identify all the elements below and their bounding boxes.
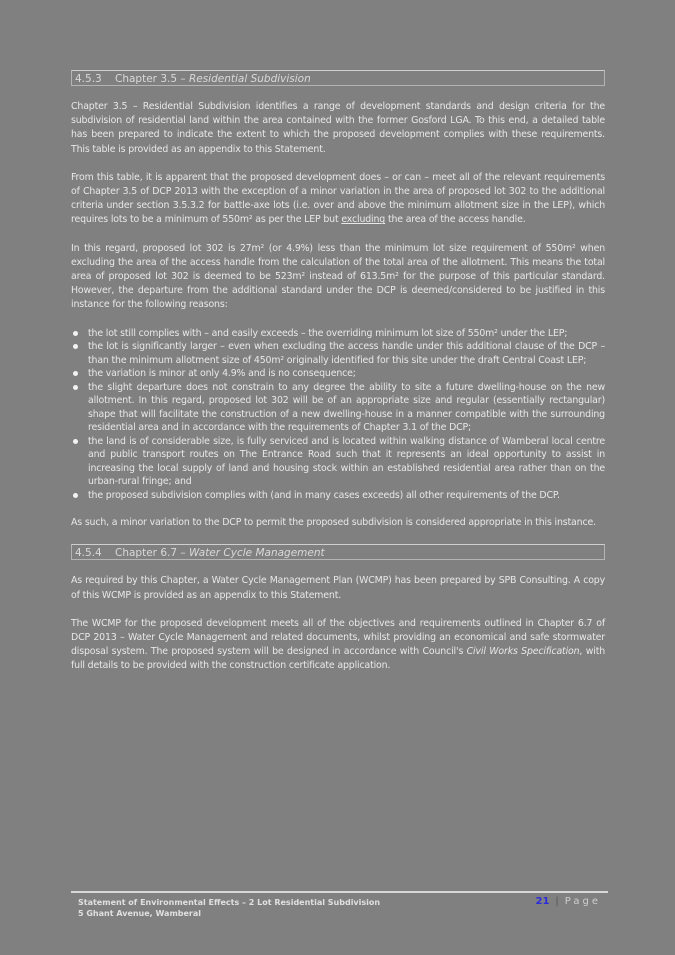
paragraph-wcmp-text-b: , with full details to be provided with the construction certificate application.	[71, 646, 606, 672]
section-heading-4-5-3	[71, 70, 605, 86]
page-number: 21	[535, 896, 550, 907]
list-item	[71, 381, 605, 435]
paragraph-wcmp-intro: As required by this Chapter, a Water Cycle Management Plan (WCMP) has been prepared by SPB Consulting. A copy of this WCMP is provided as an appendix to this Statement.	[71, 575, 605, 601]
bullet-icon	[73, 439, 78, 444]
reasons-list	[71, 327, 605, 503]
list-item-text: the proposed subdivision complies with (and in many cases exceeds) all other requirements of the DCP.	[88, 489, 560, 501]
section-chapter: Chapter 3.5	[115, 73, 178, 85]
list-item	[71, 340, 605, 367]
section-chapter: Chapter 6.7	[115, 547, 178, 560]
paragraph-wcmp-text-a: The WCMP for the proposed development meets all of the objectives and requirements outlined in Chapter 6.7 of DCP 2013 – Water Cycle Management and related documents, whilst providing an economical and safe stormwater disposal system. The proposed system will be designed in accordance with Council's	[71, 617, 605, 658]
paragraph-compliance-text-b: the area of the access handle.	[385, 214, 526, 226]
section-number: 4.5.3	[75, 73, 102, 85]
page-footer	[71, 891, 608, 918]
bullet-icon	[73, 331, 78, 336]
footer-document-title: Statement of Environmental Effects – 2 Lot Residential Subdivision	[78, 898, 381, 907]
paragraph-intro: Chapter 3.5 – Residential Subdivision identifies a range of development standards and design criteria for the subdivision of residential land within the area contained with the former Gosford LGA. To this end, a detailed table has been prepared to indicate the extent to which the proposed development complies with these requirements. This table is provided as an appendix to this Statement.	[71, 101, 605, 155]
paragraph-compliance	[71, 171, 605, 228]
bullet-icon	[73, 371, 78, 376]
list-item	[71, 367, 605, 381]
section-title: Water Cycle Management	[188, 547, 325, 560]
bullet-icon	[73, 385, 78, 390]
paragraph-compliance-text-a: From this table, it is apparent that the proposed development does – or can – meet all of the relevant requirements of Chapter 3.5 of DCP 2013 with the exception of a minor variation in the area of proposed lot 302 to the additional criteria under section 3.5.3.2 for battle-axe lots (i.e. over and above the minimum allotment size in the LEP), which requires lots to be a minimum of 550m² as per the LEP but	[71, 171, 605, 226]
bullet-icon	[73, 493, 78, 498]
list-item-text: the lot still complies with – and easily exceeds – the overriding minimum lot size of 550m² under the LEP;	[88, 327, 568, 339]
footer-address: 5 Ghant Avenue, Wamberal	[78, 909, 202, 918]
underlined-excluding: excluding	[341, 214, 386, 226]
section-number: 4.5.4	[75, 547, 102, 560]
italic-civil-works-spec: Civil Works Specification	[466, 646, 580, 658]
list-item	[71, 489, 605, 503]
list-item-text: the slight departure does not constrain to any degree the ability to site a future dwelling-house on the new allotment. In this regard, proposed lot 302 will be of an appropriate size and regular (essentially rectangular) shape that will facilitate the construction of a new dwelling-house in a manner compatible with the surrounding residential area and in accordance with the requirements of Chapter 3.1 of the DCP;	[88, 381, 605, 434]
paragraph-wcmp-details	[71, 617, 605, 674]
section-title: Residential Subdivision	[188, 73, 311, 85]
section-separator: –	[177, 547, 189, 560]
list-item-text: the land is of considerable size, is fully serviced and is located within walking distance of Wamberal local centre and public transport routes on The Entrance Road such that it represents an ideal opportunity to assist in increasing the local supply of land and housing stock within an established residential area rather than on the urban-rural fringe; and	[88, 435, 605, 488]
paragraph-lot-302: In this regard, proposed lot 302 is 27m² (or 4.9%) less than the minimum lot size requirement of 550m² when excluding the area of the access handle from the calculation of the total area of the allotment. This means the total area of proposed lot 302 is deemed to be 523m² instead of 613.5m² for the purpose of this particular standard. However, the departure from the additional standard under the DCP is deemed/considered to be justified in this instance for the following reasons:	[71, 242, 605, 311]
list-item	[71, 327, 605, 341]
list-item	[71, 435, 605, 489]
bullet-icon	[73, 344, 78, 349]
page-label: Page	[564, 896, 601, 907]
footer-document-info	[78, 897, 380, 919]
paragraph-conclusion: As such, a minor variation to the DCP to permit the proposed subdivision is considered appropriate in this instance.	[71, 517, 596, 529]
list-item-text: the variation is minor at only 4.9% and is no consequence;	[88, 368, 356, 380]
document-page	[71, 70, 605, 688]
list-item-text: the lot is significantly larger – even when excluding the access handle under this additional clause of the DCP – than the minimum allotment size of 450m² originally identified for this site under the draft Central Coast LEP;	[88, 341, 605, 366]
footer-page-indicator	[535, 896, 601, 908]
section-separator: –	[177, 73, 189, 85]
footer-separator: |	[555, 896, 559, 907]
section-heading-4-5-4	[71, 544, 605, 560]
